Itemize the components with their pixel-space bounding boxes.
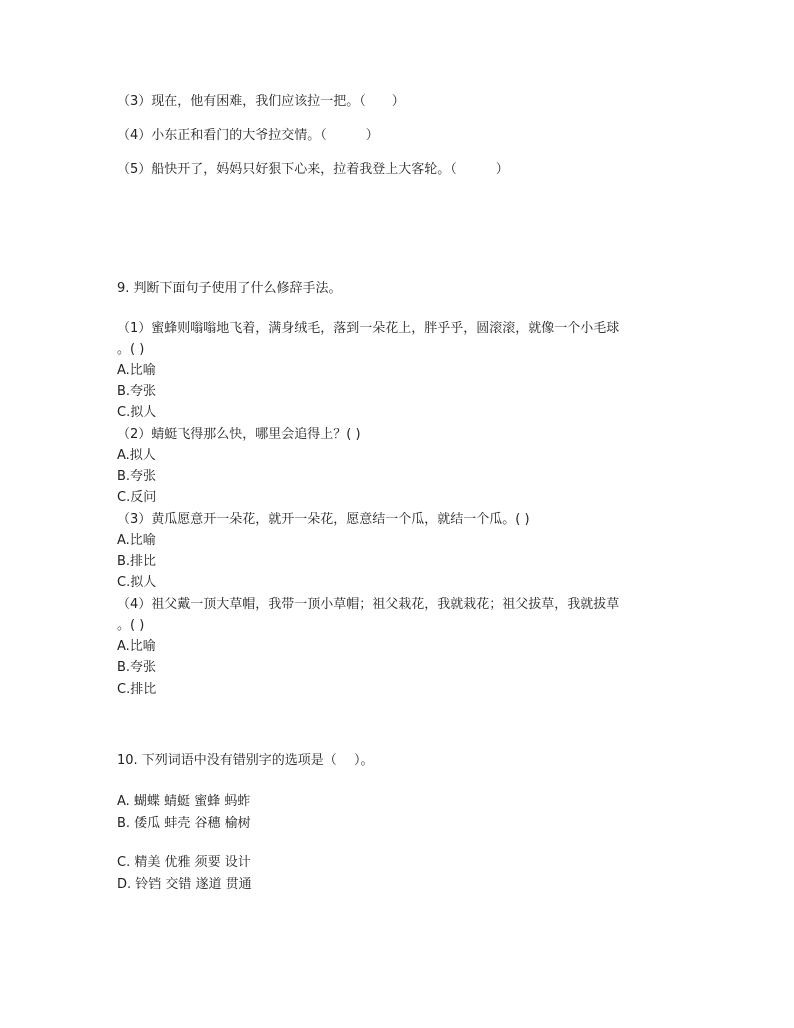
q9-sub2-option-b: B.夸张 — [117, 469, 157, 484]
q9-sub1-stem-cont: 。( ) — [117, 342, 145, 357]
prev-item-3: （3）现在，他有困难，我们应该拉一把。（ ） — [117, 94, 405, 109]
q9-sub3-option-c: C.拟人 — [117, 575, 157, 590]
q9-title: 9. 判断下面句子使用了什么修辞手法。 — [117, 281, 342, 296]
q9-sub4-option-b: B.夸张 — [117, 660, 157, 675]
q10-option-d: D. 铃铛 交错 遂道 贯通 — [117, 877, 252, 892]
q9-sub4-stem-cont: 。( ) — [117, 618, 145, 633]
q10-option-a: A. 蝴蝶 蜻蜓 蜜蜂 蚂蚱 — [117, 794, 251, 809]
q10-title: 10. 下列词语中没有错别字的选项是（ ）。 — [117, 753, 374, 768]
q9-sub2-option-c: C.反问 — [117, 490, 157, 505]
q10-option-c: C. 精美 优雅 须要 设计 — [117, 855, 251, 870]
q9-sub3-option-b: B.排比 — [117, 554, 157, 569]
q9-sub4-option-a: A.比喻 — [117, 639, 156, 654]
q9-sub4-option-c: C.排比 — [117, 682, 157, 697]
prev-item-4: （4）小东正和看门的大爷拉交情。（ ） — [117, 128, 379, 143]
prev-item-5: （5）船快开了，妈妈只好狠下心来，拉着我登上大客轮。（ ） — [117, 162, 509, 177]
q9-sub3-stem: （3）黄瓜愿意开一朵花，就开一朵花，愿意结一个瓜，就结一个瓜。( ) — [117, 512, 530, 527]
q9-sub3-option-a: A.比喻 — [117, 533, 156, 548]
q9-sub2-option-a: A.拟人 — [117, 448, 156, 463]
q9-sub1-option-b: B.夸张 — [117, 384, 157, 399]
q9-sub4-stem: （4）祖父戴一顶大草帽，我带一顶小草帽；祖父栽花，我就栽花；祖父拔草，我就拔草 — [117, 597, 620, 612]
q9-sub1-option-c: C.拟人 — [117, 405, 157, 420]
q9-sub1-stem: （1）蜜蜂则嗡嗡地飞着，满身绒毛，落到一朵花上，胖乎乎，圆滚滚，就像一个小毛球 — [117, 321, 620, 336]
q9-sub2-stem: （2）蜻蜓飞得那么快，哪里会追得上？( ) — [117, 427, 361, 442]
q9-sub1-option-a: A.比喻 — [117, 363, 156, 378]
q10-option-b: B. 倭瓜 蚌壳 谷穗 榆树 — [117, 816, 251, 831]
